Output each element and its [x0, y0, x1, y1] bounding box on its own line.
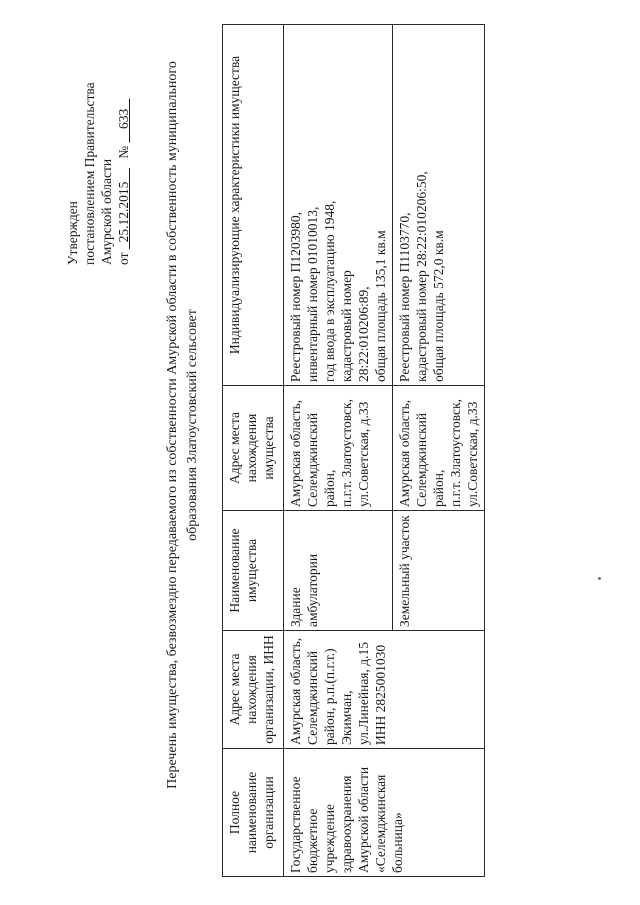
- approval-date-line: [115, 25, 132, 265]
- approval-block: [64, 25, 132, 265]
- approval-number: 633: [116, 108, 131, 129]
- title-line-1: Перечень имущества, безвозмездно передаваемого из собственности Амурской области в собственность муниципального: [165, 61, 180, 789]
- org-address-cell: Амурская область, Селемджинский район, р.п.(п.г.т.) Экимчан, ул.Линейная, д.15 ИНН 2825001030: [284, 631, 485, 749]
- header-property-name: Наименование имущества: [223, 511, 284, 631]
- header-property-address: Адрес места нахождения имущества: [223, 386, 284, 511]
- approval-line-2: постановлением Правительства: [82, 82, 97, 265]
- property-table: [222, 24, 485, 877]
- number-label: №: [116, 145, 131, 159]
- property-address-cell: Амурская область, Селемджинский район, п.г.т. Златоустовск, ул.Советская, д.33: [284, 386, 393, 511]
- approval-date: 25.12.2015: [116, 181, 131, 243]
- property-address-cell: Амурская область, Селемджинский район, п.г.т. Златоустовск, ул.Советская, д.33: [393, 386, 485, 511]
- approval-line-3: Амурской области: [99, 158, 114, 265]
- header-org-name: Полное наименование организации: [223, 749, 284, 877]
- title-line-2: образования Златоустовский сельсовет: [185, 309, 200, 541]
- property-name-cell: Земельный участок: [393, 511, 485, 631]
- table-row: [284, 25, 393, 877]
- table-header-row: [223, 25, 284, 877]
- org-name-cell: Государственное бюджетное учреждение здравоохранения Амурской области «Селемджинская больница»: [284, 749, 485, 877]
- approval-line-1: Утвержден: [65, 201, 80, 265]
- header-org-address: Адрес места нахождения организации, ИНН: [223, 631, 284, 749]
- characteristics-cell: Реестровый номер П1203980, инвентарный номер 01010013, год ввода в эксплуатацию 1948, кадастровый номер 28:22:010206:89, общая площадь 135,1 кв.м: [284, 25, 393, 386]
- header-characteristics: Индивидуализирующие характеристики имущества: [223, 25, 284, 386]
- characteristics-cell: Реестровый номер П1103770, кадастровый номер 28:22:010206:50, общая площадь 572,0 кв.м: [393, 25, 485, 386]
- scan-speck: [598, 577, 601, 580]
- property-name-cell: Здание амбулатории: [284, 511, 393, 631]
- document-title: [163, 5, 203, 845]
- date-prefix: от: [116, 252, 131, 265]
